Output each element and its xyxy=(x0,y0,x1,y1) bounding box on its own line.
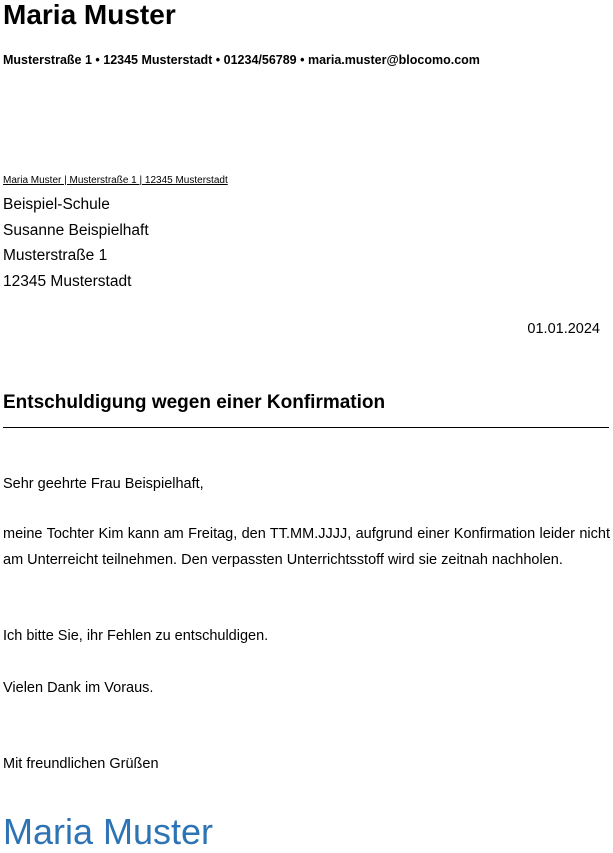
closing-phrase: Mit freundlichen Grüßen xyxy=(3,756,159,772)
signature: Maria Muster xyxy=(3,811,214,852)
return-address-line: Maria Muster | Musterstraße 1 | 12345 Musterstadt xyxy=(3,175,228,186)
salutation: Sehr geehrte Frau Beispielhaft, xyxy=(3,476,204,492)
recipient-city: 12345 Musterstadt xyxy=(3,272,132,290)
sender-contact-line: Musterstraße 1 • 12345 Musterstadt • 01234/56789 • maria.muster@blocomo.com xyxy=(3,53,480,67)
letter-date: 01.01.2024 xyxy=(527,321,600,337)
recipient-person: Susanne Beispielhaft xyxy=(3,221,149,239)
sender-name: Maria Muster xyxy=(3,0,176,30)
subject-divider xyxy=(3,427,609,428)
body-paragraph-1: meine Tochter Kim kann am Freitag, den TT.MM.JJJJ, aufgrund einer Konfirmation leider nicht am Unterreicht teilnehmen. Den verpassten Unterrichtsstoff wird sie zeitnah nachholen. xyxy=(3,526,610,568)
recipient-address-block xyxy=(3,192,149,294)
body-paragraph-3: Vielen Dank im Voraus. xyxy=(3,680,154,696)
recipient-school: Beispiel-Schule xyxy=(3,196,110,213)
body-paragraph-2: Ich bitte Sie, ihr Fehlen zu entschuldigen. xyxy=(3,628,269,644)
recipient-street: Musterstraße 1 xyxy=(3,247,108,264)
letter-subject: Entschuldigung wegen einer Konfirmation xyxy=(3,392,386,413)
